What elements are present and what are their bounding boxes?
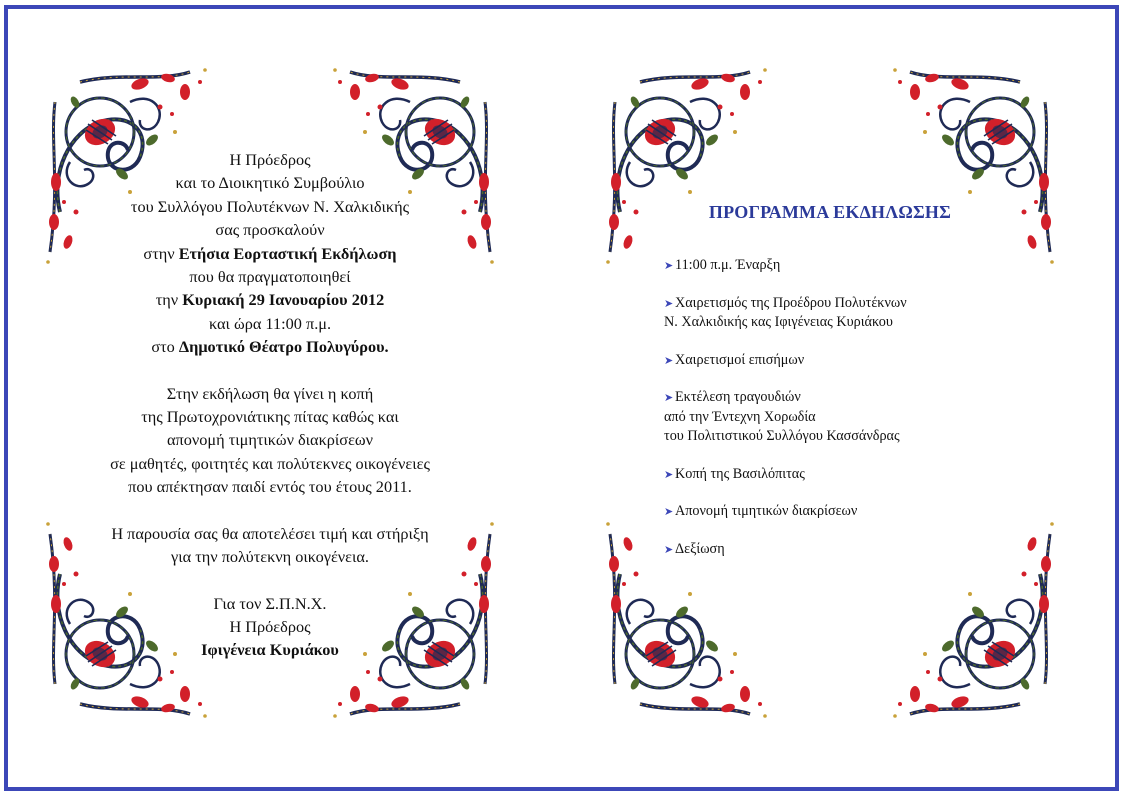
invitation-line: της Πρωτοχρονιάτικης πίτας καθώς και bbox=[141, 407, 399, 427]
floral-ornament-icon bbox=[880, 62, 1060, 272]
program-list bbox=[664, 256, 1044, 577]
invitation-line bbox=[80, 638, 460, 661]
paragraph-gap bbox=[80, 359, 460, 382]
arrow-bullet-icon: ➤ bbox=[664, 296, 674, 310]
invitation-line-text: την bbox=[155, 290, 183, 310]
invitation-panel bbox=[40, 62, 500, 724]
invitation-line: του Συλλόγου Πολυτέκνων Ν. Χαλκιδικής bbox=[130, 196, 410, 216]
program-item-row bbox=[664, 294, 1044, 314]
arrow-bullet-icon: ➤ bbox=[664, 505, 674, 518]
program-item-text: Εκτέλεση τραγουδιών bbox=[675, 389, 801, 405]
program-item bbox=[664, 351, 1044, 371]
invitation-line: απονομή τιμητικών διακρίσεων bbox=[167, 430, 373, 450]
program-item bbox=[664, 540, 1044, 560]
invitation-text bbox=[80, 148, 460, 662]
program-title: ΠΡΟΓΡΑΜΜΑ ΕΚΔΗΛΩΣΗΣ bbox=[708, 202, 952, 222]
floral-ornament-icon bbox=[600, 62, 780, 272]
invitation-line-emphasis: Ιφιγένεια Κυριάκου bbox=[201, 640, 339, 660]
arrow-bullet-icon: ➤ bbox=[664, 353, 674, 367]
invitation-line: και ώρα 11:00 π.μ. bbox=[208, 313, 332, 333]
program-item-text: Απονομή τιμητικών διακρίσεων bbox=[675, 503, 858, 519]
invitation-line bbox=[80, 288, 460, 311]
program-item-text: Κοπή της Βασιλόπιτας bbox=[675, 465, 805, 482]
invitation-line bbox=[80, 242, 460, 265]
invitation-line: που απέκτησαν παιδί εντός του έτους 2011. bbox=[128, 477, 412, 497]
program-item bbox=[664, 294, 1044, 333]
program-item-row bbox=[664, 540, 1044, 560]
program-item-row bbox=[664, 408, 1044, 428]
invitation-line bbox=[80, 335, 460, 358]
invitation-line: και το Διοικητικό Συμβούλιο bbox=[175, 173, 365, 193]
invitation-line-emphasis: Δημοτικό Θέατρο Πολυγύρου. bbox=[178, 337, 389, 357]
program-item bbox=[664, 256, 1044, 276]
program-item-row bbox=[664, 256, 1044, 276]
invitation-line-text: στην bbox=[143, 243, 179, 263]
paragraph-gap bbox=[80, 499, 460, 522]
program-item bbox=[664, 465, 1044, 485]
invitation-line-emphasis: Κυριακή 29 Ιανουαρίου 2012 bbox=[182, 290, 385, 310]
program-item-text: Χαιρετισμός της Προέδρου Πολυτέκνων bbox=[675, 294, 907, 311]
invitation-line: για την πολύτεκνη οικογένεια. bbox=[171, 547, 369, 567]
program-item-text: 11:00 π.μ. Έναρξη bbox=[675, 257, 781, 273]
program-item-row bbox=[664, 388, 1044, 408]
program-item-text: από την Έντεχνη Χορωδία bbox=[664, 408, 816, 425]
arrow-bullet-icon: ➤ bbox=[664, 259, 674, 272]
program-item-row bbox=[664, 313, 1044, 333]
invitation-line-emphasis: Ετήσια Εορταστική Εκδήλωση bbox=[178, 243, 397, 263]
program-item-row bbox=[664, 502, 1044, 522]
invitation-line: σε μαθητές, φοιτητές και πολύτεκνες οικογένειες bbox=[110, 453, 430, 473]
invitation-line: Στην εκδήλωση θα γίνει η κοπή bbox=[166, 383, 374, 403]
paragraph-gap bbox=[80, 569, 460, 592]
program-item bbox=[664, 502, 1044, 522]
program-item-text: Ν. Χαλκιδικής κας Ιφιγένειας Κυριάκου bbox=[664, 314, 893, 330]
program-item-text: του Πολιτιστικού Συλλόγου Κασσάνδρας bbox=[664, 428, 900, 444]
program-item-row bbox=[664, 351, 1044, 371]
invitation-line: Η Πρόεδρος bbox=[229, 616, 311, 636]
program-item-text: Δεξίωση bbox=[675, 540, 725, 557]
program-item-row bbox=[664, 427, 1044, 447]
invitation-line: Η παρουσία σας θα αποτελέσει τιμή και στήριξη bbox=[111, 523, 429, 543]
arrow-bullet-icon: ➤ bbox=[664, 467, 674, 481]
invitation-line: που θα πραγματοποιηθεί bbox=[189, 267, 351, 287]
invitation-line: Για τον Σ.Π.Ν.Χ. bbox=[213, 593, 327, 613]
program-item bbox=[664, 388, 1044, 447]
arrow-bullet-icon: ➤ bbox=[664, 391, 674, 404]
program-item-row bbox=[664, 465, 1044, 485]
program-panel bbox=[600, 62, 1060, 724]
invitation-line: Η Πρόεδρος bbox=[229, 150, 311, 169]
arrow-bullet-icon: ➤ bbox=[664, 542, 674, 556]
invitation-line: σας προσκαλούν bbox=[215, 220, 325, 240]
invitation-line-text: στο bbox=[151, 337, 179, 357]
program-item-text: Χαιρετισμοί επισήμων bbox=[675, 351, 805, 368]
